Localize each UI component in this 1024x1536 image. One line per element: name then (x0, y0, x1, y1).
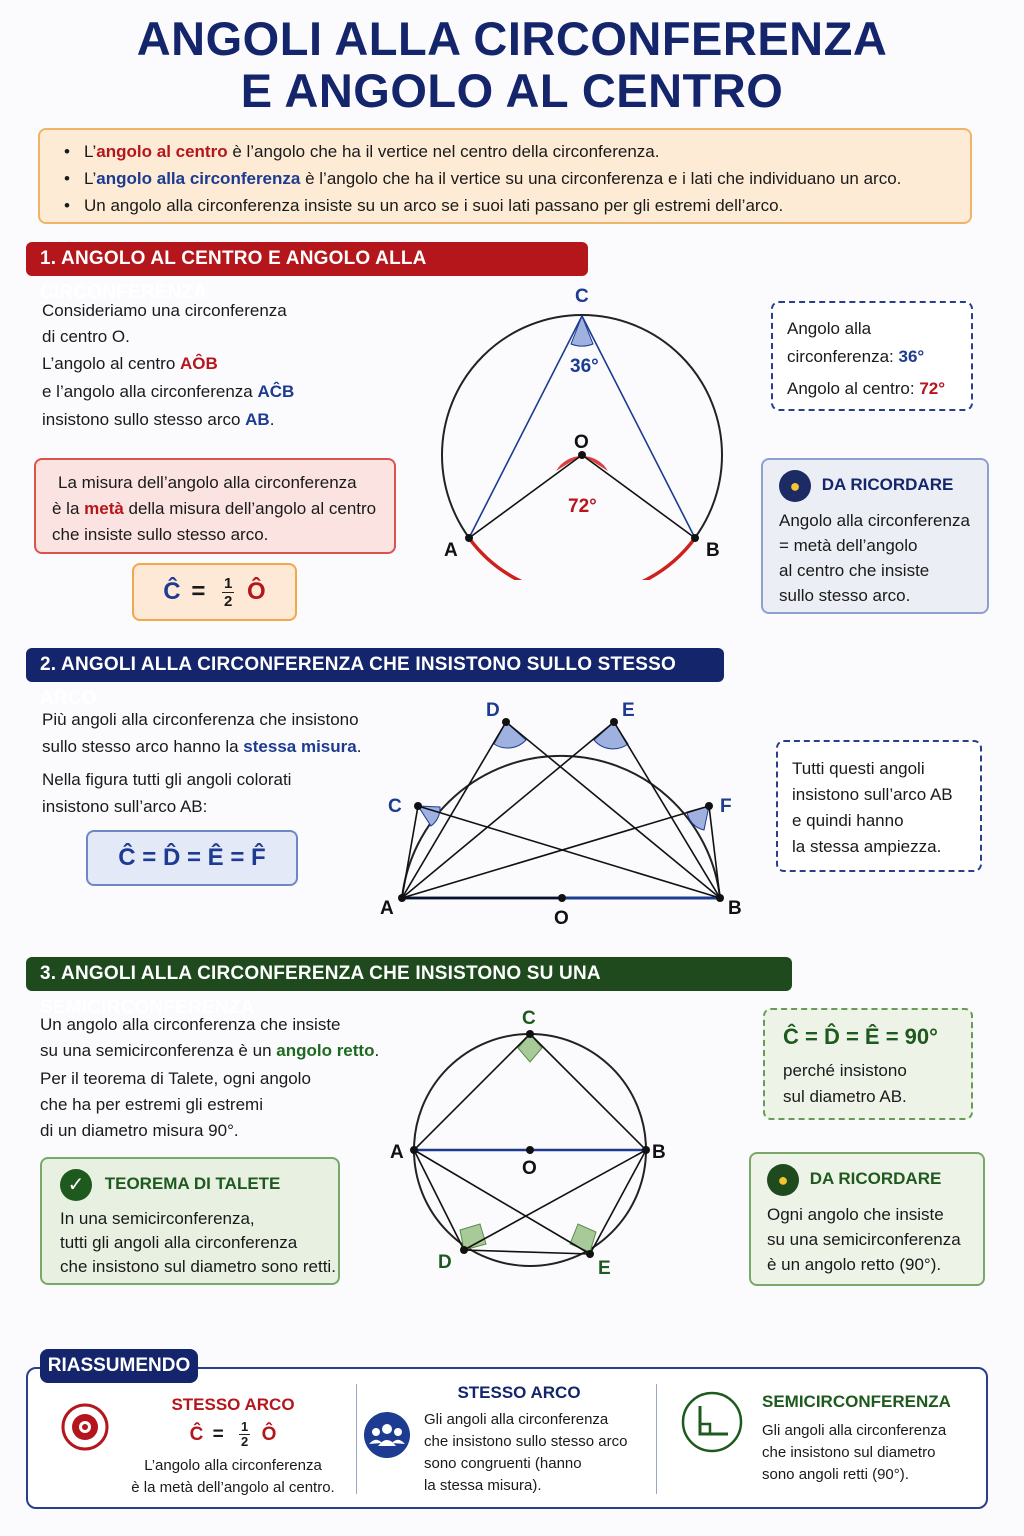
section-1-text: Consideriamo una circonferenza di centro O. L’angolo al centro AÔB e l’angolo alla circonferenza AĈB insistono sullo stesso arco AB. (42, 301, 295, 429)
summary-col-2: STESSO ARCO Gli angoli alla circonferenza che insistono sullo stesso arco sono congruenti (hanno la stessa misura). (424, 1383, 628, 1494)
lightbulb-icon: ● (767, 1164, 799, 1196)
label-36: 36° (570, 356, 599, 377)
summary-tag: RIASSUMENDO (40, 1349, 198, 1383)
intro-box (38, 128, 972, 224)
label-a: A (380, 898, 394, 919)
right-angle-icon (680, 1390, 744, 1454)
label-b: B (728, 898, 742, 919)
figure-semicircle (384, 1002, 674, 1292)
lightbulb-icon: ● (779, 470, 811, 502)
label-c: C (575, 286, 589, 307)
label-c: C (388, 796, 402, 817)
label-f: F (720, 796, 732, 817)
section-3-header: 3. ANGOLI ALLA CIRCONFERENZA CHE INSISTONO SU UNA SEMICIRCONFERENZA (26, 957, 792, 991)
summary-divider-1 (356, 1384, 357, 1494)
label-e: E (622, 700, 635, 721)
remember-box-1: ● DA RICORDARE Angolo alla circonferenza = metà dell’angolo al centro che insiste sullo stesso arco. (761, 458, 989, 614)
section-2-text: Più angoli alla circonferenza che insistono sullo stesso arco hanno la stessa misura. Nella figura tutti gli angoli colorati insistono sull’arco AB: (42, 710, 362, 816)
label-d: D (486, 700, 500, 721)
figure-same-arc (376, 690, 756, 930)
theorem-box: ✓ TEOREMA DI TALETE In una semicirconferenza, tutti gli angoli alla circonferenza che insistono sul diametro sono retti. (40, 1157, 340, 1285)
formula-box-2: Ĉ = D̂ = Ê = F̂ (86, 830, 298, 886)
section-3-text: Un angolo alla circonferenza che insiste su una semicirconferenza è un angolo retto. Per il teorema di Talete, ogni angolo che ha per estremi gli estremi di un diametro misura 90°. (40, 1015, 380, 1140)
check-circle-icon: ✓ (60, 1169, 92, 1201)
label-o: O (554, 908, 569, 929)
intro-bullet-1: • L’angolo al centro è l’angolo che ha il vertice nel centro della circonferenza. (64, 138, 950, 165)
label-d: D (438, 1252, 452, 1273)
target-icon (60, 1402, 110, 1452)
page-title-line2: E ANGOLO AL CENTRO (240, 64, 784, 117)
remember-box-3: ● DA RICORDARE Ogni angolo che insiste su una semicirconferenza è un angolo retto (90°). (749, 1152, 985, 1286)
page-title-line1: ANGOLI ALLA CIRCONFERENZA (136, 12, 888, 65)
section-1-header: 1. ANGOLO AL CENTRO E ANGOLO ALLA CIRCONFERENZA (26, 242, 588, 276)
summary-col-3: SEMICIRCONFERENZA Gli angoli alla circonferenza che insistono sul diametro sono angoli retti (90°). (762, 1392, 951, 1483)
label-o: O (574, 432, 589, 453)
rule-box: La misura dell’angolo alla circonferenza è la metà della misura dell’angolo al centro che insiste sullo stesso arco. (34, 458, 396, 554)
label-b: B (652, 1142, 666, 1163)
formula-box-1: Ĉ = $\frac{1}{2}$ Ô (132, 563, 297, 621)
intro-bullet-2: • L’angolo alla circonferenza è l’angolo che ha il vertice su una circonferenza e i lati che individuano un arco. (64, 165, 950, 192)
summary-col-1: STESSO ARCO Ĉ = $\frac{1}{2}$ Ô L’angolo alla circonferenza è la metà dell’angolo al centro. (131, 1395, 335, 1496)
summary-divider-2 (656, 1384, 657, 1494)
label-c: C (522, 1008, 536, 1029)
section-2-header: 2. ANGOLI ALLA CIRCONFERENZA CHE INSISTONO SULLO STESSO ARCO (26, 648, 724, 682)
intro-bullet-3: • Un angolo alla circonferenza insiste su un arco se i suoi lati passano per gli estremi dell’arco. (64, 192, 950, 219)
group-icon (362, 1410, 412, 1460)
label-a: A (390, 1142, 404, 1163)
note-box-2: Tutti questi angoli insistono sull’arco AB e quindi hanno la stessa ampiezza. (776, 740, 982, 872)
equation-box-3: Ĉ = D̂ = Ê = 90° perché insistono sul diametro AB. (763, 1008, 973, 1120)
label-e: E (598, 1258, 611, 1279)
label-b: B (706, 540, 720, 561)
info-box-1: Angolo alla circonferenza: 36° Angolo al centro: 72° (771, 301, 973, 411)
label-a: A (444, 540, 458, 561)
figure-central-angle (430, 280, 750, 580)
label-o: O (522, 1158, 537, 1179)
label-72: 72° (568, 496, 597, 517)
